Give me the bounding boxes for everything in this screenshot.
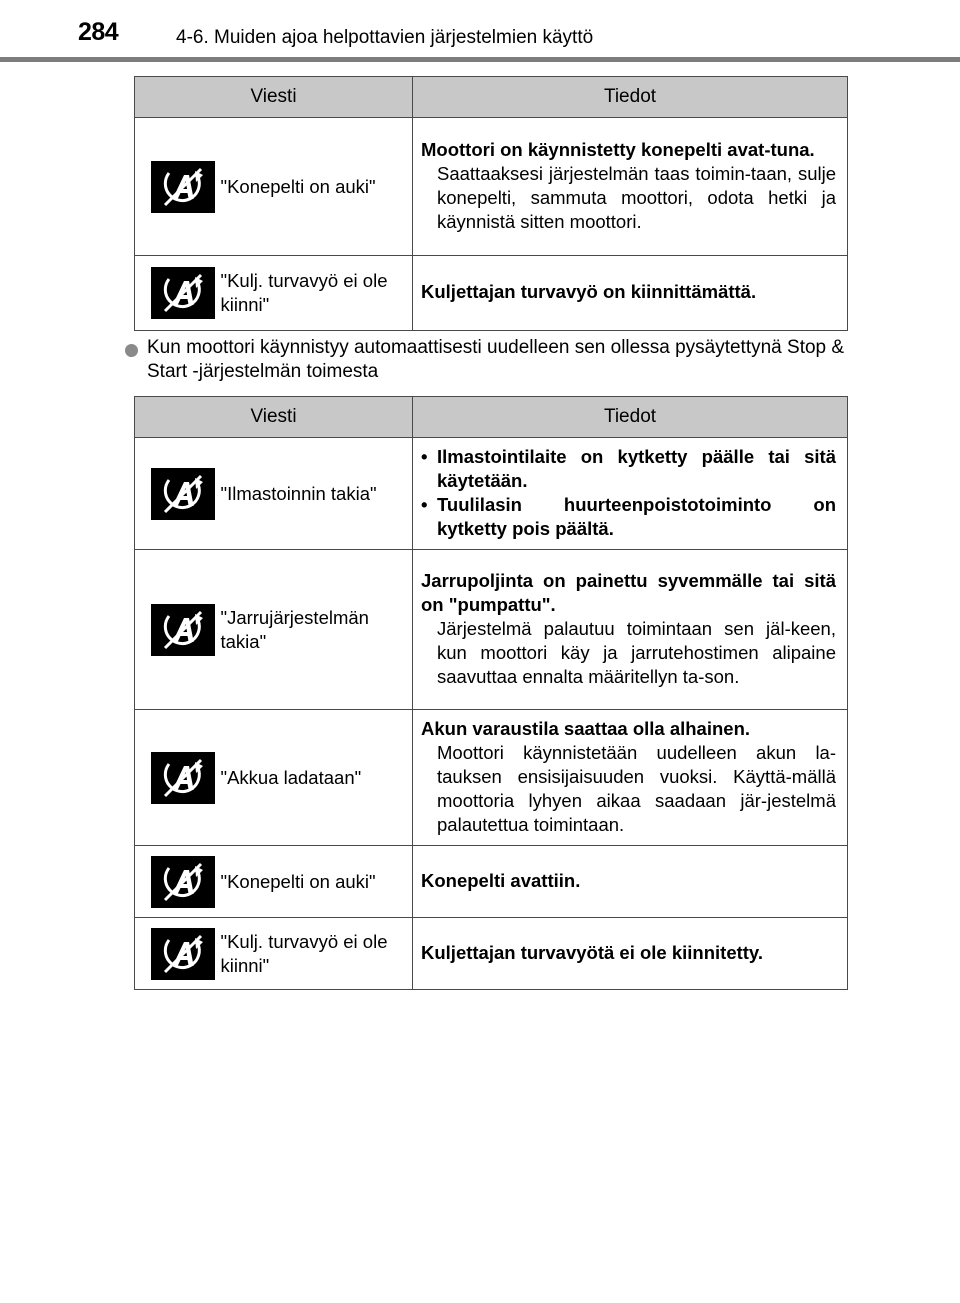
message-text: "Ilmastoinnin takia" [221,438,413,550]
auto-stop-start-off-icon [151,604,215,656]
info-cell [413,550,848,710]
bullet-item: • Ilmastointilaite on kytketty päälle tai sitä käytetään. [421,445,836,491]
table-row [135,438,848,550]
message-table-1 [134,76,848,331]
col-header-info: Tiedot [413,77,848,118]
auto-stop-start-off-icon [151,267,215,319]
info-text: Järjestelmä palautuu toimintaan sen jäl-keen, kun moottori käy ja jarrutehostimen alipaine saavuttaa ennalta määritellyn ta-son. [437,617,836,687]
page-header [0,0,960,62]
auto-stop-start-off-icon [151,928,215,980]
table-row [135,550,848,710]
bullet-item: • Tuulilasin huurteenpoistotoiminto on kytketty pois päältä. [421,493,836,539]
bullet-note [125,336,855,384]
info-bold: Kuljettajan turvavyö on kiinnittämättä. [421,281,757,302]
message-text: "Konepelti on auki" [221,118,413,256]
message-text: "Konepelti on auki" [221,846,413,918]
table-row [135,118,848,256]
message-text: "Kulj. turvavyö ei ole kiinni" [221,918,413,990]
auto-stop-start-off-icon [151,468,215,520]
note-text: Kun moottori käynnistyy automaattisesti uudelleen sen ollessa pysäytettynä Stop & Start -järjestelmän toimesta [147,337,845,382]
info-bold: Kuljettajan turvavyötä ei ole kiinnitetty. [421,941,763,963]
auto-stop-start-off-icon [151,856,215,908]
info-text: Saattaaksesi järjestelmän taas toimin-taan, sulje konepelti, sammuta moottori, odota hetki ja käynnistä sitten moottori. [437,162,836,232]
info-cell [413,438,848,550]
info-text: Moottori käynnistetään uudelleen akun la-tauksen ensisijaisuuden vuoksi. Käyttä-mällä moottoria lyhyen aikaa saadaan jär-jestelmä palautettua toimintaan. [437,741,836,835]
info-cell [413,256,848,331]
info-cell [413,918,848,990]
auto-stop-start-off-icon [151,161,215,213]
info-cell [413,846,848,918]
auto-stop-start-off-icon [151,752,215,804]
message-text: "Kulj. turvavyö ei ole kiinni" [221,256,413,331]
chapter-title: 4-6. Muiden ajoa helpottavien järjestelmien käyttö [176,27,594,48]
header-rule [0,57,960,62]
message-text: "Jarrujärjestelmän takia" [221,550,413,710]
col-header-message: Viesti [135,397,413,438]
bullet-marker-icon [125,336,147,384]
page-number: 284 [78,18,119,46]
info-cell [413,118,848,256]
message-text: "Akkua ladataan" [221,710,413,846]
info-cell [413,710,848,846]
info-bold: Akun varaustila saattaa olla alhainen. [421,717,751,739]
col-header-info: Tiedot [413,397,848,438]
table-row [135,710,848,846]
info-bold: Konepelti avattiin. [421,869,581,891]
table-row [135,918,848,990]
table-row [135,846,848,918]
info-bold: Jarrupoljinta on painettu syvemmälle tai sitä on "pumpattu". [421,569,836,615]
table-row [135,256,848,331]
message-table-2 [134,396,848,990]
col-header-message: Viesti [135,77,413,118]
info-bold: Moottori on käynnistetty konepelti avat-tuna. [421,138,815,160]
